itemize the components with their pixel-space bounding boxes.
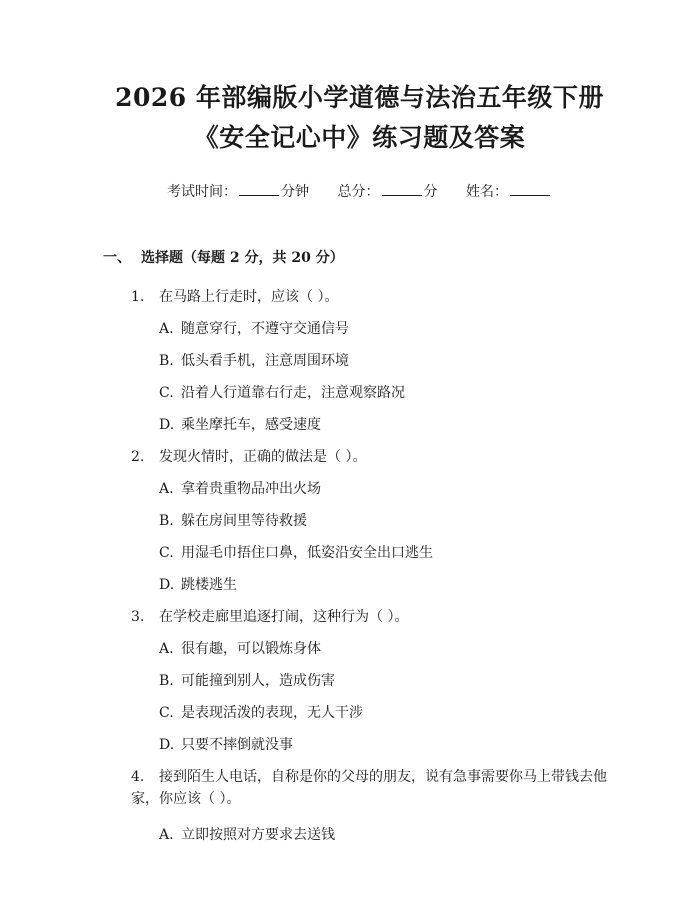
option-text: 只要不摔倒就没事 <box>181 737 293 753</box>
option <box>159 824 616 846</box>
question-number: 3. <box>131 609 145 625</box>
option-text: 立即按照对方要求去送钱 <box>181 827 335 843</box>
total-score <box>338 182 438 202</box>
document-title <box>103 78 616 158</box>
option-label: A. <box>159 321 174 337</box>
exam-time-label: 考试时间： <box>167 184 238 200</box>
option-text: 乘坐摩托车，感受速度 <box>181 417 321 433</box>
option-text: 跳楼逃生 <box>181 577 237 593</box>
title-line-2: 《安全记心中》练习题及答案 <box>193 123 526 152</box>
option-text: 低头看手机，注意周围环境 <box>181 353 349 369</box>
section-title: 选择题（每题 2 分，共 20 分） <box>141 250 344 266</box>
student-name <box>466 182 552 202</box>
option <box>159 670 616 692</box>
option-label: C. <box>159 705 174 721</box>
option-text: 是表现活泼的表现，无人干涉 <box>181 705 363 721</box>
question-1 <box>103 286 616 308</box>
option-label: B. <box>159 673 174 689</box>
option <box>159 382 616 404</box>
student-name-label: 姓名： <box>465 184 508 200</box>
option-label: A. <box>159 827 174 843</box>
question-text: 发现火情时，正确的做法是（ ）。 <box>159 449 367 465</box>
question-number: 4. <box>131 769 145 785</box>
exam-time-blank <box>239 182 279 196</box>
option-label: D. <box>159 737 175 753</box>
option <box>159 542 616 564</box>
option <box>159 510 616 532</box>
option-label: D. <box>159 577 175 593</box>
option-label: A. <box>159 641 174 657</box>
option-text: 拿着贵重物品冲出火场 <box>181 481 321 497</box>
question-4 <box>103 766 616 788</box>
section-number: 一、 <box>103 250 131 266</box>
option-label: B. <box>159 353 174 369</box>
option <box>159 734 616 756</box>
question-text: 在学校走廊里追逐打闹，这种行为（ ）。 <box>159 609 409 625</box>
option <box>159 414 616 436</box>
option-label: D. <box>159 417 175 433</box>
option-text: 很有趣，可以锻炼身体 <box>181 641 321 657</box>
total-score-blank <box>382 182 422 196</box>
question-4-continuation <box>131 788 616 810</box>
option-text: 沿着人行道靠右行走，注意观察路况 <box>181 385 405 401</box>
question-text: 在马路上行走时，应该（ ）。 <box>159 289 339 305</box>
question-text-line-1: 接到陌生人电话，自称是你的父母的朋友，说有急事需要你马上带钱去他 <box>159 769 607 785</box>
option-label: C. <box>159 385 174 401</box>
question-text-line-2: 家，你应该（ ）。 <box>131 791 241 807</box>
option <box>159 318 616 340</box>
option-text: 用湿毛巾捂住口鼻，低姿沿安全出口逃生 <box>181 545 433 561</box>
exam-meta <box>103 182 616 202</box>
question-2 <box>103 446 616 468</box>
option-label: C. <box>159 545 174 561</box>
total-score-label: 总分： <box>337 184 380 200</box>
question-number: 1. <box>131 289 145 305</box>
question-number: 2. <box>131 449 145 465</box>
section-heading <box>103 248 616 268</box>
option-text: 躲在房间里等待救援 <box>181 513 307 529</box>
option-text: 可能撞到别人，造成伤害 <box>181 673 335 689</box>
option <box>159 478 616 500</box>
student-name-blank <box>510 182 550 196</box>
option <box>159 574 616 596</box>
question-3 <box>103 606 616 628</box>
total-score-unit: 分 <box>423 184 438 200</box>
title-line-1: 2026 年部编版小学道德与法治五年级下册 <box>115 83 604 112</box>
option-label: A. <box>159 481 174 497</box>
option <box>159 702 616 724</box>
option <box>159 350 616 372</box>
exam-time <box>167 182 309 202</box>
exam-time-unit: 分钟 <box>281 184 310 200</box>
option-text: 随意穿行，不遵守交通信号 <box>181 321 349 337</box>
option-label: B. <box>159 513 174 529</box>
option <box>159 638 616 660</box>
